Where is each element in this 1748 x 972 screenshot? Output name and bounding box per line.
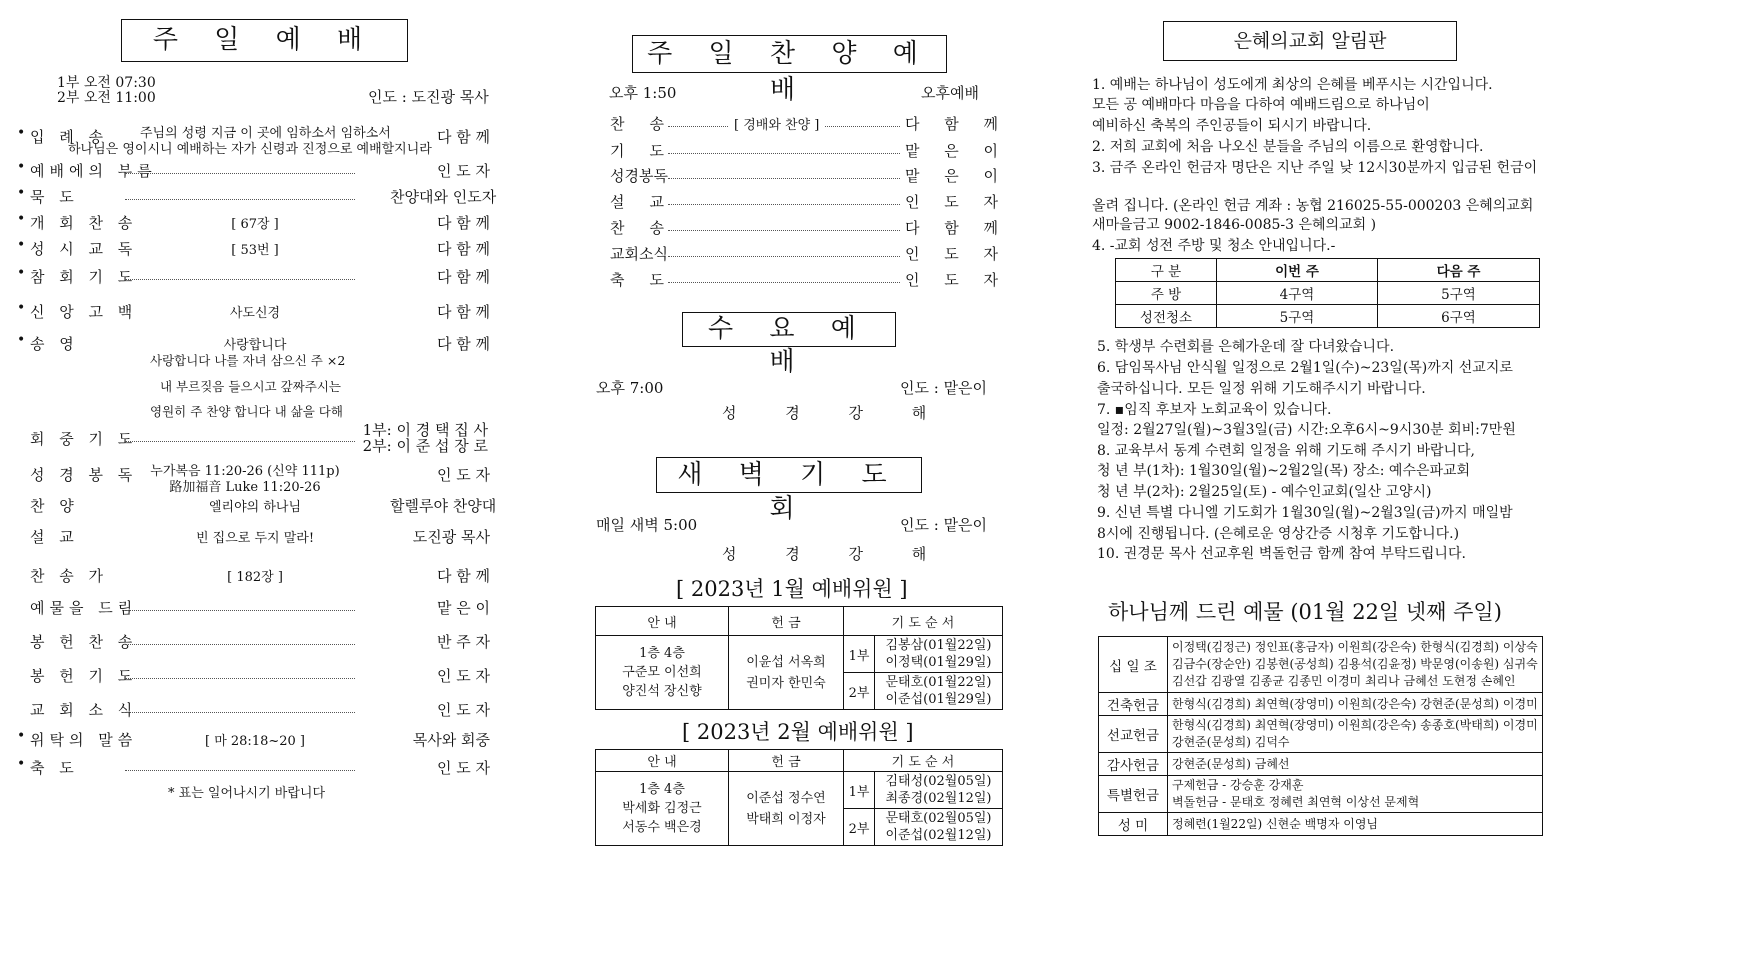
offering-names-line: 강현준(문성희) 김덕수 (1172, 735, 1290, 749)
dotted-leader (668, 256, 900, 257)
jan-prayer-names (875, 636, 1003, 673)
feb-prayer-names (875, 809, 1003, 846)
feb-header-prayer: 기 도 순 서 (844, 750, 1003, 772)
feb-guide-cell (596, 772, 729, 846)
dotted-leader (125, 610, 355, 611)
offering-names-line: 강현준(문성희) 금혜선 (1172, 756, 1290, 771)
clean-cell: 성전청소 (1116, 305, 1217, 328)
offering-row (1099, 693, 1543, 716)
feb-prayer-name: 이준섭(02월12일) (885, 828, 992, 843)
jan-guide-line: 양진석 장신향 (622, 684, 702, 699)
offering-names-line: 이정택(김정근) 정인표(홍금자) 이원희(강은숙) 한형식(김경희) 이상숙 (1172, 640, 1538, 654)
feb-guide-line: 서동수 백은경 (622, 820, 702, 835)
sunday-time-2: 2부 오전 11:00 (57, 90, 156, 106)
order-label: 위탁의 말씀 (30, 731, 138, 749)
offering-category: 감사헌금 (1099, 753, 1168, 776)
jan-prayer-name: 문태호(01월22일) (885, 675, 992, 690)
praise-person: 인 도 자 (905, 245, 1009, 263)
jan-guide-line: 1층 4층 (639, 646, 685, 661)
order-person: 찬양대와 인도자 (390, 188, 497, 206)
offering-category: 특별헌금 (1099, 776, 1168, 813)
offering-row (1099, 776, 1543, 813)
offering-names-line: 벽돌헌금 - 문태호 정혜련 최연혁 이상선 문제혁 (1172, 795, 1420, 809)
dotted-leader (125, 678, 355, 679)
wednesday-time: 오후 7:00 (596, 379, 664, 397)
offering-row (1099, 753, 1543, 776)
feb-committee-table (595, 749, 1003, 846)
feb-prayer-part: 2부 (844, 809, 875, 846)
order-label: 신 앙 고 백 (30, 303, 138, 321)
order-label: 축 도 (30, 759, 79, 777)
offering-category: 선교헌금 (1099, 716, 1168, 753)
clean-header: 다음 주 (1378, 259, 1540, 282)
order-label: 설 교 (30, 528, 79, 546)
praise-person: 맡 은 이 (905, 142, 1009, 160)
notice-line: 예비하신 축복의 주인공들이 되시기 바랍니다. (1092, 118, 1372, 134)
feb-prayer-names (875, 772, 1003, 809)
praise-label: 기 도 (610, 142, 664, 160)
bullet-icon: • (17, 125, 26, 141)
offering-names-line: 김금수(장순안) 김봉현(공성희) 김용석(김윤정) 박문영(이송원) 심귀숙 (1172, 657, 1538, 671)
order-label: 송 영 (30, 335, 79, 353)
feb-prayer-name: 김태성(02월05일) (885, 774, 992, 789)
order-label: 성 시 교 독 (30, 240, 138, 258)
order-content-2: 路加福音 Luke 11:20-26 (169, 480, 321, 495)
order-person-2: 2부: 이 준 섭 장 로 (362, 437, 488, 455)
feb-offering-cell (729, 772, 844, 846)
praise-label: 축 도 (610, 271, 664, 289)
jan-offering-line: 권미자 한민숙 (746, 675, 826, 691)
notice-line: 10. 권경문 목사 선교후원 벽돌헌금 함께 참여 부탁드립니다. (1097, 546, 1466, 562)
order-person: 인 도 자 (436, 759, 490, 777)
jan-header-prayer: 기 도 순 서 (844, 607, 1003, 636)
praise-person: 인 도 자 (905, 193, 1009, 211)
order-label: 교 회 소 식 (30, 701, 138, 719)
order-person: 다 함 께 (436, 335, 490, 353)
dotted-leader (668, 153, 900, 154)
offering-category: 십 일 조 (1099, 637, 1168, 693)
dotted-leader (125, 770, 355, 771)
order-person: 반 주 자 (436, 633, 490, 651)
dawn-leader: 인도 : 맡은이 (900, 516, 988, 534)
offering-names (1168, 716, 1543, 753)
dotted-leader (125, 173, 355, 174)
jan-prayer-part: 1부 (844, 636, 875, 673)
praise-person: 인 도 자 (905, 271, 1009, 289)
feb-offering-line: 박태희 이정자 (746, 811, 826, 827)
jan-prayer-names (875, 673, 1003, 710)
order-content-2: 하나님은 영이시니 예배하는 자가 신령과 진정으로 예배할지니라 (68, 142, 432, 157)
jan-prayer-name: 이준섭(01월29일) (885, 692, 992, 707)
offering-names-line: 한형식(김경희) 최연혁(장영미) 이원희(강은숙) 강현준(문성희) 이경미 (1172, 696, 1538, 711)
notice-line: 7. ▪임직 후보자 노회교육이 있습니다. (1097, 402, 1332, 418)
clean-header: 이번 주 (1217, 259, 1378, 282)
notice-title: 은혜의교회 알림판 (1163, 21, 1457, 61)
notice-line: 청 년 부(2차): 2월25일(토) - 예수인교회(일산 고양시) (1097, 484, 1432, 500)
offering-names (1168, 637, 1543, 693)
notice-line: 올려 집니다. (온라인 헌금 계좌 : 농협 216025-55-000203 은혜의교회 (1092, 198, 1534, 214)
order-content: 빈 집으로 두지 말라! (195, 531, 315, 546)
order-person: 인 도 자 (436, 667, 490, 685)
offering-names (1168, 776, 1543, 813)
offering-row (1099, 813, 1543, 836)
notice-line: 5. 학생부 수련회를 은혜가운데 잘 다녀왔습니다. (1097, 339, 1395, 355)
offering-names (1168, 813, 1543, 836)
notice-line: 2. 저희 교회에 처음 나오신 분들을 주님의 이름으로 환영합니다. (1092, 139, 1484, 155)
feb-prayer-name: 최종경(02월12일) (885, 791, 992, 806)
praise-person: 다 함 께 (905, 219, 1009, 237)
dawn-content: 성 경 강 해 (722, 545, 949, 563)
offering-category: 성 미 (1099, 813, 1168, 836)
sunday-footnote: * 표는 일어나시기 바랍니다 (168, 786, 326, 801)
order-person: 다 함 께 (436, 214, 490, 232)
order-content: 사랑합니다 (223, 338, 287, 353)
praise-time: 오후 1:50 (609, 84, 677, 102)
clean-cell: 5구역 (1378, 282, 1540, 305)
feb-table-wrap (595, 749, 1003, 845)
order-content: 엘리야의 하나님 (208, 500, 302, 515)
bullet-icon: • (17, 300, 26, 316)
order-label: 봉 헌 찬 송 (30, 633, 138, 651)
dotted-leader (668, 178, 900, 179)
sunday-leader: 인도 : 도진광 목사 (368, 88, 489, 106)
praise-label: 찬 송 (610, 115, 664, 133)
order-label: 봉 헌 기 도 (30, 667, 138, 685)
jan-guide-cell (596, 636, 729, 710)
offering-names-line: 구제헌금 - 강승훈 강재훈 (1172, 778, 1304, 792)
bullet-icon: • (17, 332, 26, 348)
order-label: 찬 송 가 (30, 567, 109, 585)
notice-line: 8시에 진행됩니다. (은혜로운 영상간증 시청후 기도합니다.) (1097, 526, 1460, 542)
offering-names (1168, 693, 1543, 716)
cleaning-table (1115, 258, 1540, 328)
order-person: 인 도 자 (436, 701, 490, 719)
jan-committee-table (595, 606, 1003, 710)
jan-prayer-part: 2부 (844, 673, 875, 710)
clean-cell: 6구역 (1378, 305, 1540, 328)
sunday-title: 주 일 예 배 (121, 19, 408, 62)
order-content: [ 53번 ] (231, 243, 279, 258)
offer-title: 하나님께 드린 예물 (01월 22일 넷째 주일) (1108, 600, 1502, 624)
order-label: 예배에의 부름 (30, 162, 157, 180)
offering-row (1099, 637, 1543, 693)
feb-title: [ 2023년 2월 예배위원 ] (682, 720, 914, 744)
dawn-title: 새 벽 기 도 회 (656, 457, 922, 493)
order-person: 다 함 께 (436, 303, 490, 321)
praise-content: [ 경배와 찬양 ] (728, 114, 825, 133)
notice-line: 6. 담임목사님 안식월 일정으로 2월1일(수)~23일(목)까지 선교지로 (1097, 360, 1513, 376)
order-content: [ 182장 ] (227, 570, 283, 585)
order-person: 도진광 목사 (412, 528, 490, 546)
notice-line: 청 년 부(1차): 1월30일(월)~2월2일(목) 장소: 예수은파교회 (1097, 463, 1471, 479)
notice-line: 일정: 2월27일(월)~3월3일(금) 시간:오후6시~9시30분 회비:7만원 (1097, 422, 1516, 438)
order-label: 입 례 송 (30, 128, 109, 146)
order-person: 다 함 께 (436, 128, 490, 146)
jan-guide-line: 구준모 이선희 (622, 665, 702, 680)
praise-type: 오후예배 (921, 84, 979, 102)
jan-offering-cell (729, 636, 844, 710)
dotted-leader (125, 279, 355, 280)
dotted-leader (668, 230, 900, 231)
clean-cell: 주 방 (1116, 282, 1217, 305)
clean-cell: 5구역 (1217, 305, 1378, 328)
order-label: 회 중 기 도 (30, 430, 138, 448)
feb-header-offering: 헌 금 (729, 750, 844, 772)
bullet-icon: • (17, 728, 26, 744)
dotted-leader (125, 199, 355, 200)
bullet-icon: • (17, 265, 26, 281)
bullet-icon: • (17, 211, 26, 227)
feb-guide-line: 1층 4층 (639, 782, 685, 797)
offering-category: 건축헌금 (1099, 693, 1168, 716)
order-label: 예물을 드림 (30, 599, 138, 617)
wednesday-content: 성 경 강 해 (722, 404, 949, 422)
feb-guide-line: 박세화 김정근 (622, 801, 702, 816)
order-content: 누가복음 11:20-26 (신약 111p) (150, 464, 340, 479)
order-person: 맡 은 이 (436, 599, 490, 617)
feb-prayer-part: 1부 (844, 772, 875, 809)
praise-title: 주 일 찬 양 예 배 (632, 35, 947, 73)
notice-line: 새마을금고 9002-1846-0085-3 은혜의교회 ) (1092, 217, 1377, 233)
order-person: 인 도 자 (436, 466, 490, 484)
offering-table (1098, 636, 1543, 836)
dawn-time: 매일 새벽 5:00 (596, 516, 698, 534)
offering-names (1168, 753, 1543, 776)
praise-label: 찬 송 (610, 219, 664, 237)
wednesday-title: 수 요 예 배 (682, 312, 896, 347)
notice-line: 4. -교회 성전 주방 및 청소 안내입니다.- (1092, 238, 1336, 254)
praise-label: 설 교 (610, 193, 664, 211)
notice-line: 9. 신년 특별 다니엘 기도회가 1월30일(월)~2월3일(금)까지 매일밤 (1097, 505, 1513, 521)
sunday-time-1: 1부 오전 07:30 (57, 75, 156, 91)
dotted-leader (125, 441, 355, 442)
order-label: 성 경 봉 독 (30, 466, 138, 484)
song-line-2: 내 부르짖음 들으시고 갚짜주시는 (160, 379, 341, 394)
order-person: 1부: 이 경 택 집 사 (362, 421, 488, 439)
jan-prayer-name: 김봉삼(01월22일) (885, 638, 992, 653)
order-label: 개 회 찬 송 (30, 214, 138, 232)
dotted-leader (125, 712, 355, 713)
feb-offering-line: 이준섭 정수연 (746, 790, 826, 806)
dotted-leader (125, 644, 355, 645)
order-content: [ 마 28:18~20 ] (205, 734, 305, 749)
wednesday-leader: 인도 : 맡은이 (900, 379, 988, 397)
notice-line: 8. 교육부서 동계 수련회 일정을 위해 기도해 주시기 바랍니다, (1097, 443, 1475, 459)
bullet-icon: • (17, 185, 26, 201)
praise-person: 다 함 께 (905, 115, 1009, 133)
praise-label: 성경봉독 (610, 167, 668, 185)
offering-row (1099, 716, 1543, 753)
order-label: 참 회 기 도 (30, 268, 138, 286)
jan-prayer-name: 이정택(01월29일) (885, 655, 992, 670)
order-person: 할렐루야 찬양대 (390, 497, 497, 515)
jan-offering-line: 이윤섭 서옥희 (746, 654, 826, 670)
notice-line: 출국하십니다. 모든 일정 위해 기도해주시기 바랍니다. (1097, 381, 1426, 397)
offering-names-line: 정혜련(1월22일) 신현순 백명자 이영님 (1172, 816, 1379, 831)
order-person: 목사와 회중 (412, 731, 490, 749)
dotted-leader (668, 204, 900, 205)
order-label: 찬 양 (30, 497, 79, 515)
order-content: [ 67장 ] (231, 217, 279, 232)
notice-line: 1. 예배는 하나님이 성도에게 최상의 은혜를 베푸시는 시간입니다. (1092, 77, 1493, 93)
notice-line: 모든 공 예배마다 마음을 다하여 예배드림으로 하나님이 (1092, 97, 1430, 113)
order-label: 묵 도 (30, 188, 79, 206)
order-content: 사도신경 (229, 306, 281, 321)
song-line-1: 사랑합니다 나를 자녀 삼으신 주 ×2 (150, 353, 346, 368)
order-content: 주님의 성령 지금 이 곳에 임하소서 임하소서 (140, 126, 391, 141)
offering-names-line: 김선갑 김광열 김종균 김종민 이경미 최리나 금혜선 도현정 손혜인 (1172, 674, 1516, 688)
praise-person: 맡 은 이 (905, 167, 1009, 185)
feb-header-guide: 안 내 (596, 750, 729, 772)
clean-cell: 4구역 (1217, 282, 1378, 305)
bullet-icon: • (17, 756, 26, 772)
bullet-icon: • (17, 159, 26, 175)
jan-header-guide: 안 내 (596, 607, 729, 636)
offering-names-line: 한형식(김경희) 최연혁(장영미) 이원희(강은숙) 송종호(박태희) 이경미 (1172, 718, 1538, 732)
bullet-icon: • (17, 237, 26, 253)
order-person: 다 함 께 (436, 240, 490, 258)
order-person: 인 도 자 (436, 162, 490, 180)
order-person: 다 함 께 (436, 567, 490, 585)
dotted-leader (668, 282, 900, 283)
notice-line: 3. 금주 온라인 헌금자 명단은 지난 주일 낮 12시30분까지 입금된 헌금이 (1092, 160, 1538, 176)
praise-label: 교회소식 (610, 245, 668, 263)
jan-title: [ 2023년 1월 예배위원 ] (676, 577, 908, 601)
clean-header: 구 분 (1116, 259, 1217, 282)
song-line-3: 영원히 주 찬양 합니다 내 삶을 다해 (150, 404, 343, 419)
feb-prayer-name: 문태호(02월05일) (885, 811, 992, 826)
order-person: 다 함 께 (436, 268, 490, 286)
jan-header-offering: 헌 금 (729, 607, 844, 636)
